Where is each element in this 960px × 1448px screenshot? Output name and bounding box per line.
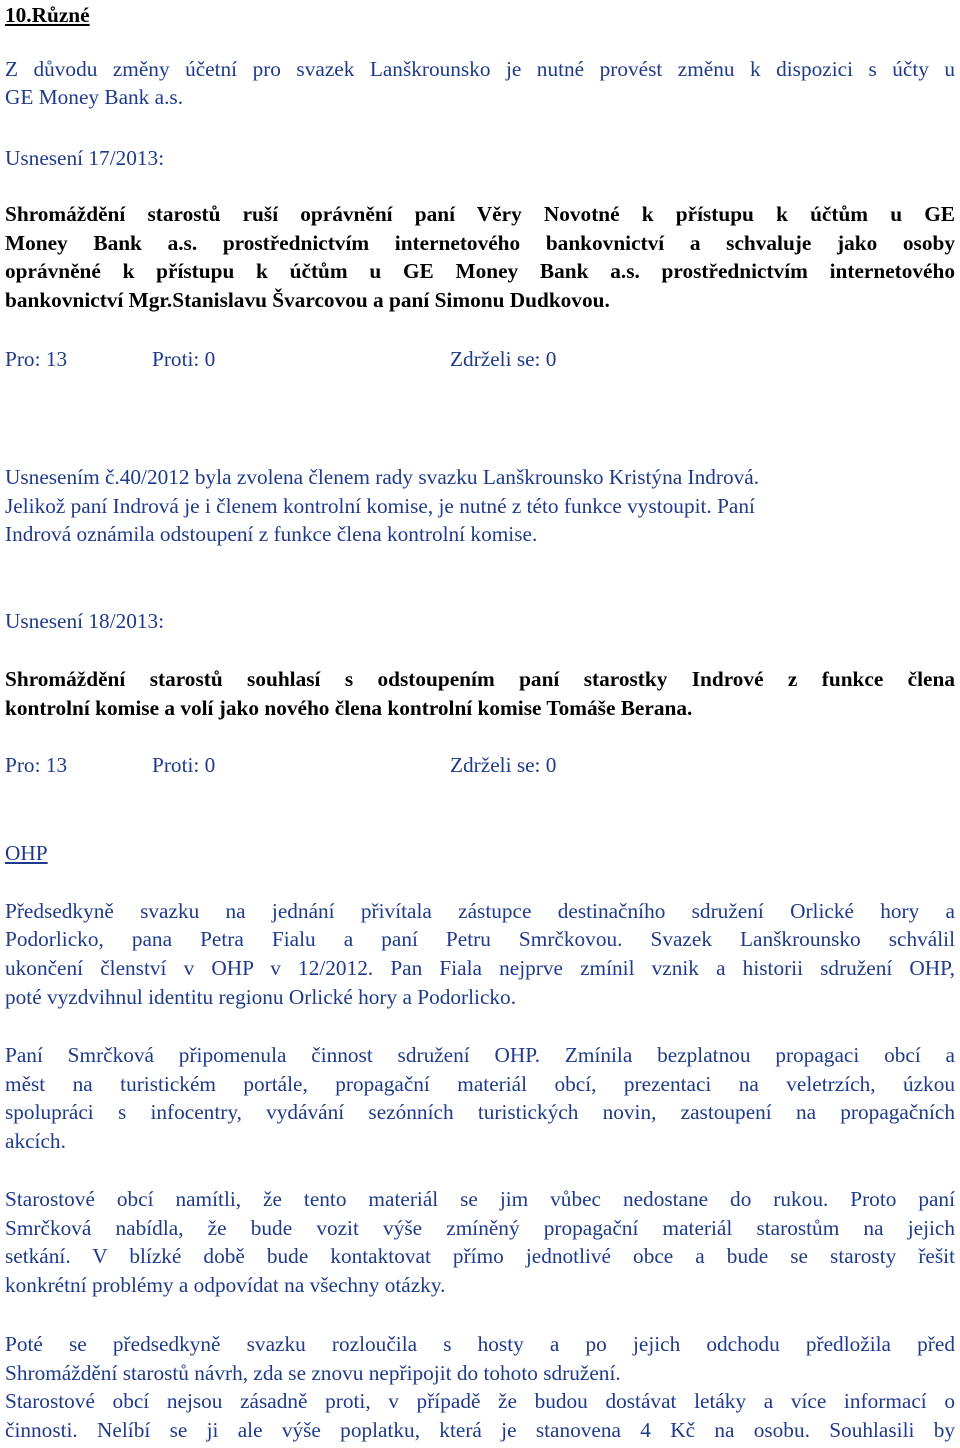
- ohp-p3-line-4: konkrétní problémy a odpovídat na všechny otázky.: [5, 1273, 446, 1297]
- ohp-p1-line-2: Podorlicko, pana Petra Fialu a paní Petru Smrčkovou. Svazek Lanškrounsko schválil: [5, 927, 955, 951]
- ohp-p3-line-3: setkání. V blízké době bude kontaktovat přímo jednotlivé obce a bude se starosty řešit: [5, 1244, 955, 1268]
- vote-2-pro: Pro: 13: [5, 753, 68, 777]
- ohp-p2-line-4: akcích.: [5, 1129, 66, 1153]
- ohp-p4-line-2: Shromáždění starostů návrh, zda se znovu nepřipojit do tohoto sdružení.: [5, 1361, 621, 1385]
- indrova-line-1: Usnesením č.40/2012 byla zvolena členem rady svazku Lanškrounsko Kristýna Indrová.: [5, 465, 760, 489]
- resolution-17-line-4: bankovnictví Mgr.Stanislavu Švarcovou a paní Simonu Dudkovou.: [5, 288, 610, 312]
- ohp-p5-line-2: činnosti. Nelíbí se ji ale výše poplatku, která je stanovena 4 Kč na osobu. Souhlasili by: [5, 1418, 955, 1442]
- vote-1-proti: Proti: 0: [152, 347, 216, 371]
- intro-line-2: GE Money Bank a.s.: [5, 85, 184, 109]
- vote-1-pro: Pro: 13: [5, 347, 68, 371]
- resolution-18-line-1: Shromáždění starostů souhlasí s odstoupením paní starostky Indrové z funkce člena: [5, 667, 955, 691]
- ohp-p4-line-1: Poté se předsedkyně svazku rozloučila s hosty a po jejich odchodu předložila před: [5, 1332, 955, 1356]
- ohp-p3-line-2: Smrčková nabídla, že bude vozit výše zmíněný propagační materiál starostům na jejich: [5, 1216, 955, 1240]
- indrova-line-2: Jelikož paní Indrová je i členem kontrolní komise, je nutné z této funkce vystoupit. Paní: [5, 494, 755, 518]
- vote-1-zdrzeli: Zdrželi se: 0: [450, 347, 557, 371]
- resolution-17-label: Usnesení 17/2013:: [5, 146, 165, 170]
- ohp-p2-line-1: Paní Smrčková připomenula činnost sdružení OHP. Zmínila bezplatnou propagaci obcí a: [5, 1043, 955, 1067]
- ohp-p1-line-4: poté vyzdvihnul identitu regionu Orlické hory a Podorlicko.: [5, 985, 517, 1009]
- ohp-p3-line-1: Starostové obcí namítli, že tento materiál se jim vůbec nedostane do rukou. Proto paní: [5, 1187, 955, 1211]
- resolution-17-line-1: Shromáždění starostů ruší oprávnění paní Věry Novotné k přístupu k účtům u GE: [5, 202, 955, 226]
- vote-2-zdrzeli: Zdrželi se: 0: [450, 753, 557, 777]
- vote-2-proti: Proti: 0: [152, 753, 216, 777]
- resolution-18-label: Usnesení 18/2013:: [5, 609, 165, 633]
- ohp-p2-line-2: měst na turistickém portále, propagační materiál obcí, prezentaci na veletrzích, úzkou: [5, 1072, 955, 1096]
- intro-line-1: Z důvodu změny účetní pro svazek Lanškrounsko je nutné provést změnu k dispozici s účty u: [5, 57, 955, 81]
- resolution-18-line-2: kontrolní komise a volí jako nového člena kontrolní komise Tomáše Berana.: [5, 696, 693, 720]
- section-heading: 10.Různé: [5, 3, 90, 27]
- resolution-17-line-2: Money Bank a.s. prostřednictvím internetového bankovnictví a schvaluje jako osoby: [5, 231, 955, 255]
- ohp-p1-line-3: ukončení členství v OHP v 12/2012. Pan Fiala nejprve zmínil vznik a historii sdružení OHP,: [5, 956, 955, 980]
- ohp-heading: OHP: [5, 841, 48, 865]
- resolution-17-line-3: oprávněné k přístupu k účtům u GE Money Bank a.s. prostřednictvím internetového: [5, 259, 955, 283]
- ohp-p2-line-3: spolupráci s infocentry, vydávání sezónních turistických novin, zastoupení na propagačních: [5, 1100, 955, 1124]
- indrova-line-3: Indrová oznámila odstoupení z funkce člena kontrolní komise.: [5, 522, 538, 546]
- ohp-p1-line-1: Předsedkyně svazku na jednání přivítala zástupce destinačního sdružení Orlické hory a: [5, 899, 955, 923]
- ohp-p5-line-1: Starostové obcí nejsou zásadně proti, v případě že budou dostávat letáky a více informací o: [5, 1389, 955, 1413]
